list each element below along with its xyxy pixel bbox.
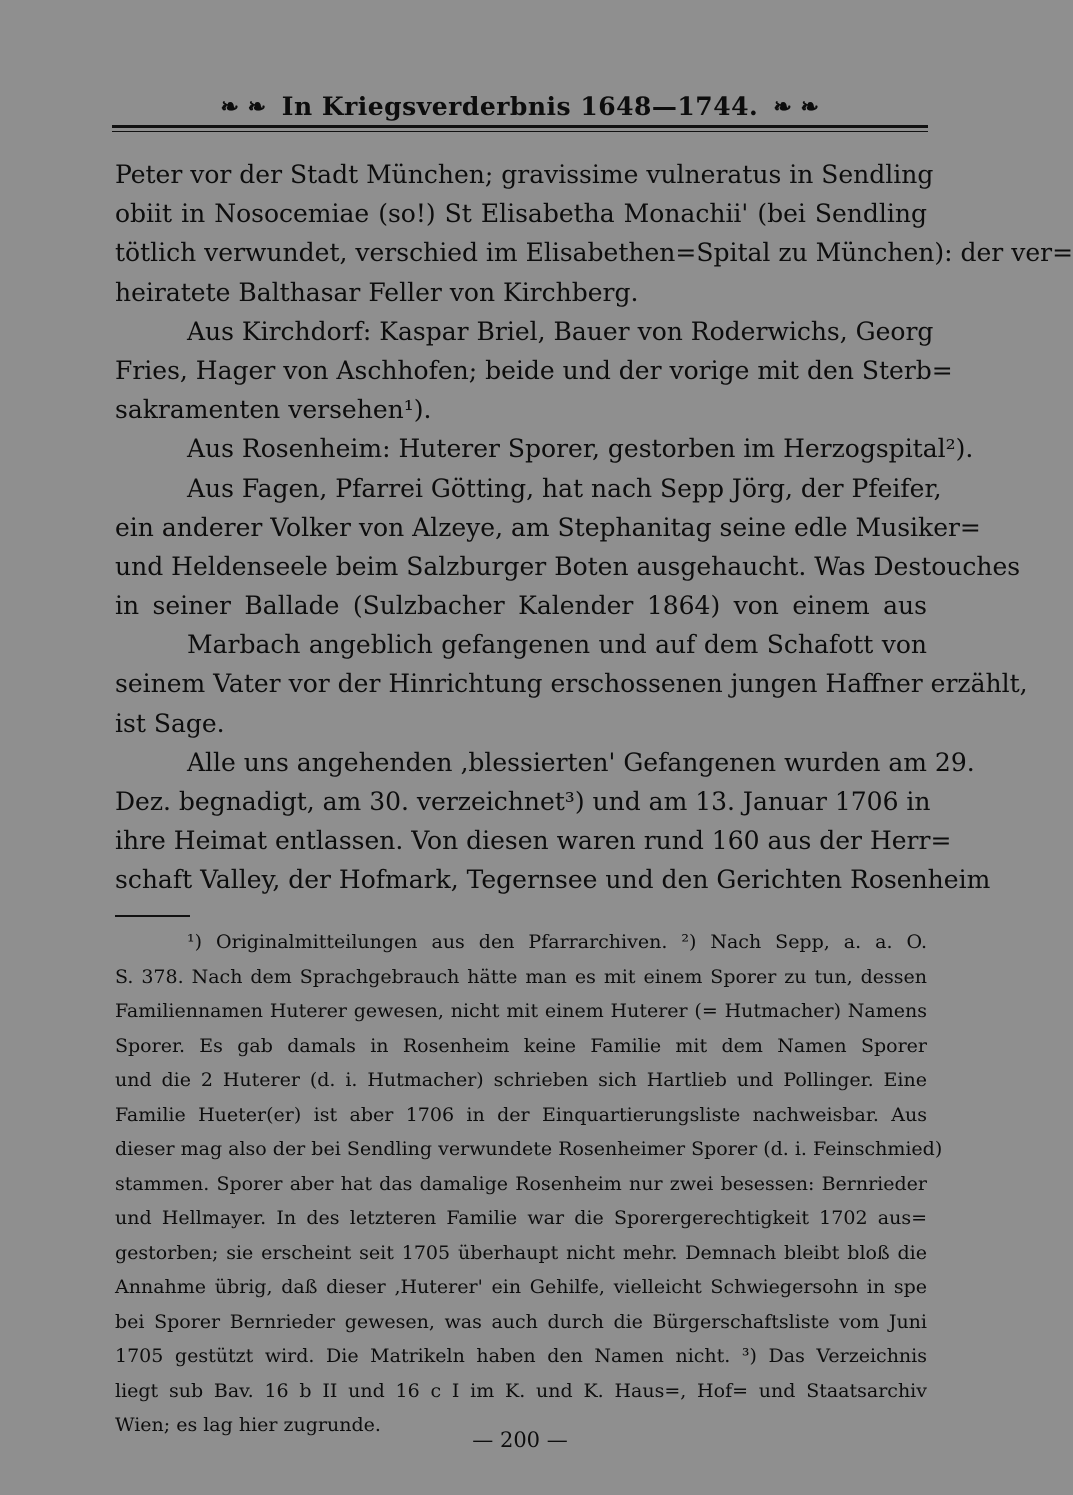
footnote-line: Sporer. Es gab damals in Rosenheim keine Familie mit dem Namen Sporer bbox=[115, 1034, 927, 1057]
text-line: in seiner Ballade (Sulzbacher Kalender 1864) von einem aus bbox=[115, 591, 927, 621]
page-number: — 200 — bbox=[472, 1428, 568, 1452]
text-line: Peter vor der Stadt München; gravissime vulneratus in Sendling bbox=[115, 160, 934, 189]
footnote-line: dieser mag also der bei Sendling verwundete Rosenheimer Sporer (d. i. Feinschmied) bbox=[115, 1138, 943, 1160]
text-line: Aus Kirchdorf: Kaspar Briel, Bauer von Roderwichs, Georg bbox=[187, 316, 934, 346]
footnote-line: bei Sporer Bernrieder gewesen, was auch durch die Bürgerschaftsliste vom Juni bbox=[115, 1310, 927, 1333]
text-line: ihre Heimat entlassen. Von diesen waren rund 160 aus der Herr= bbox=[115, 826, 952, 856]
running-head bbox=[112, 92, 928, 121]
footnote-line: Familiennamen Huterer gewesen, nicht mit einem Huterer (= Hutmacher) Namens bbox=[115, 1000, 927, 1022]
footnote-line: Familie Hueter(er) ist aber 1706 in der Einquartierungsliste nachweisbar. Aus bbox=[115, 1103, 927, 1126]
fleuron-ornament-right: ❧ ❧ bbox=[773, 94, 820, 120]
fleuron-ornament-left: ❧ ❧ bbox=[220, 94, 267, 120]
text-line: und Heldenseele beim Salzburger Boten ausgehaucht. Was Destouches bbox=[115, 551, 1021, 581]
text-line: tötlich verwundet, verschied im Elisabethen=Spital zu München): der ver= bbox=[115, 238, 1073, 268]
text-line: ist Sage. bbox=[115, 708, 225, 738]
text-line: obiit in Nosocemiae (so!) St Elisabetha Monachii' (bei Sendling bbox=[115, 199, 927, 229]
footnote-line: Annahme übrig, daß dieser ‚Huterer' ein Gehilfe, vielleicht Schwiegersohn in spe bbox=[115, 1276, 927, 1298]
footnote-line: und die 2 Huterer (d. i. Hutmacher) schrieben sich Hartlieb und Pollinger. Eine bbox=[115, 1069, 927, 1091]
footnote-line: gestorben; sie erscheint seit 1705 überhaupt nicht mehr. Demnach bleibt bloß die bbox=[115, 1241, 927, 1264]
text-line: Fries, Hager von Aschhofen; beide und der vorige mit den Sterb= bbox=[115, 355, 953, 385]
footnote-line: und Hellmayer. In des letzteren Familie war die Sporergerechtigkeit 1702 aus= bbox=[115, 1207, 927, 1229]
header-rule-thin bbox=[112, 131, 928, 132]
footnote-line: S. 378. Nach dem Sprachgebrauch hätte man es mit einem Sporer zu tun, dessen bbox=[115, 965, 927, 988]
footnotes bbox=[115, 925, 943, 1443]
text-line: heiratete Balthasar Feller von Kirchberg. bbox=[115, 277, 639, 307]
text-line: ein anderer Volker von Alzeye, am Stephanitag seine edle Musiker= bbox=[115, 512, 981, 542]
footnote-line: liegt sub Bav. 16 b II und 16 c I im K. und K. Haus=, Hof= und Staatsarchiv bbox=[115, 1379, 927, 1402]
text-line: schaft Valley, der Hofmark, Tegernsee und den Gerichten Rosenheim bbox=[115, 865, 991, 895]
text-line: Dez. begnadigt, am 30. verzeichnet³) und am 13. Januar 1706 in bbox=[115, 787, 931, 816]
header-rule-thick bbox=[112, 125, 928, 128]
text-line: Alle uns angehenden ‚blessierten' Gefangenen wurden am 29. bbox=[187, 747, 975, 777]
text-line: sakramenten versehen¹). bbox=[115, 395, 432, 425]
footnote-rule bbox=[115, 915, 190, 917]
text-line: Aus Rosenheim: Huterer Sporer, gestorben im Herzogspital²). bbox=[187, 434, 974, 464]
text-line: Aus Fagen, Pfarrei Götting, hat nach Sepp Jörg, der Pfeifer, bbox=[187, 473, 942, 503]
footnote-line: Wien; es lag hier zugrunde. bbox=[115, 1414, 381, 1436]
text-line: seinem Vater vor der Hinrichtung erschossenen jungen Haffner erzählt, bbox=[115, 669, 1028, 699]
footnote-line: stammen. Sporer aber hat das damalige Rosenheim nur zwei besessen: Bernrieder bbox=[115, 1172, 927, 1195]
footnote-line: ¹) Originalmitteilungen aus den Pfarrarchiven. ²) Nach Sepp, a. a. O. bbox=[187, 931, 927, 953]
footnote-line: 1705 gestützt wird. Die Matrikeln haben den Namen nicht. ³) Das Verzeichnis bbox=[115, 1345, 927, 1367]
running-title: In Kriegsverderbnis 1648—1744. bbox=[281, 92, 759, 121]
main-text bbox=[115, 155, 1073, 900]
text-line: Marbach angeblich gefangenen und auf dem Schafott von bbox=[187, 630, 927, 660]
